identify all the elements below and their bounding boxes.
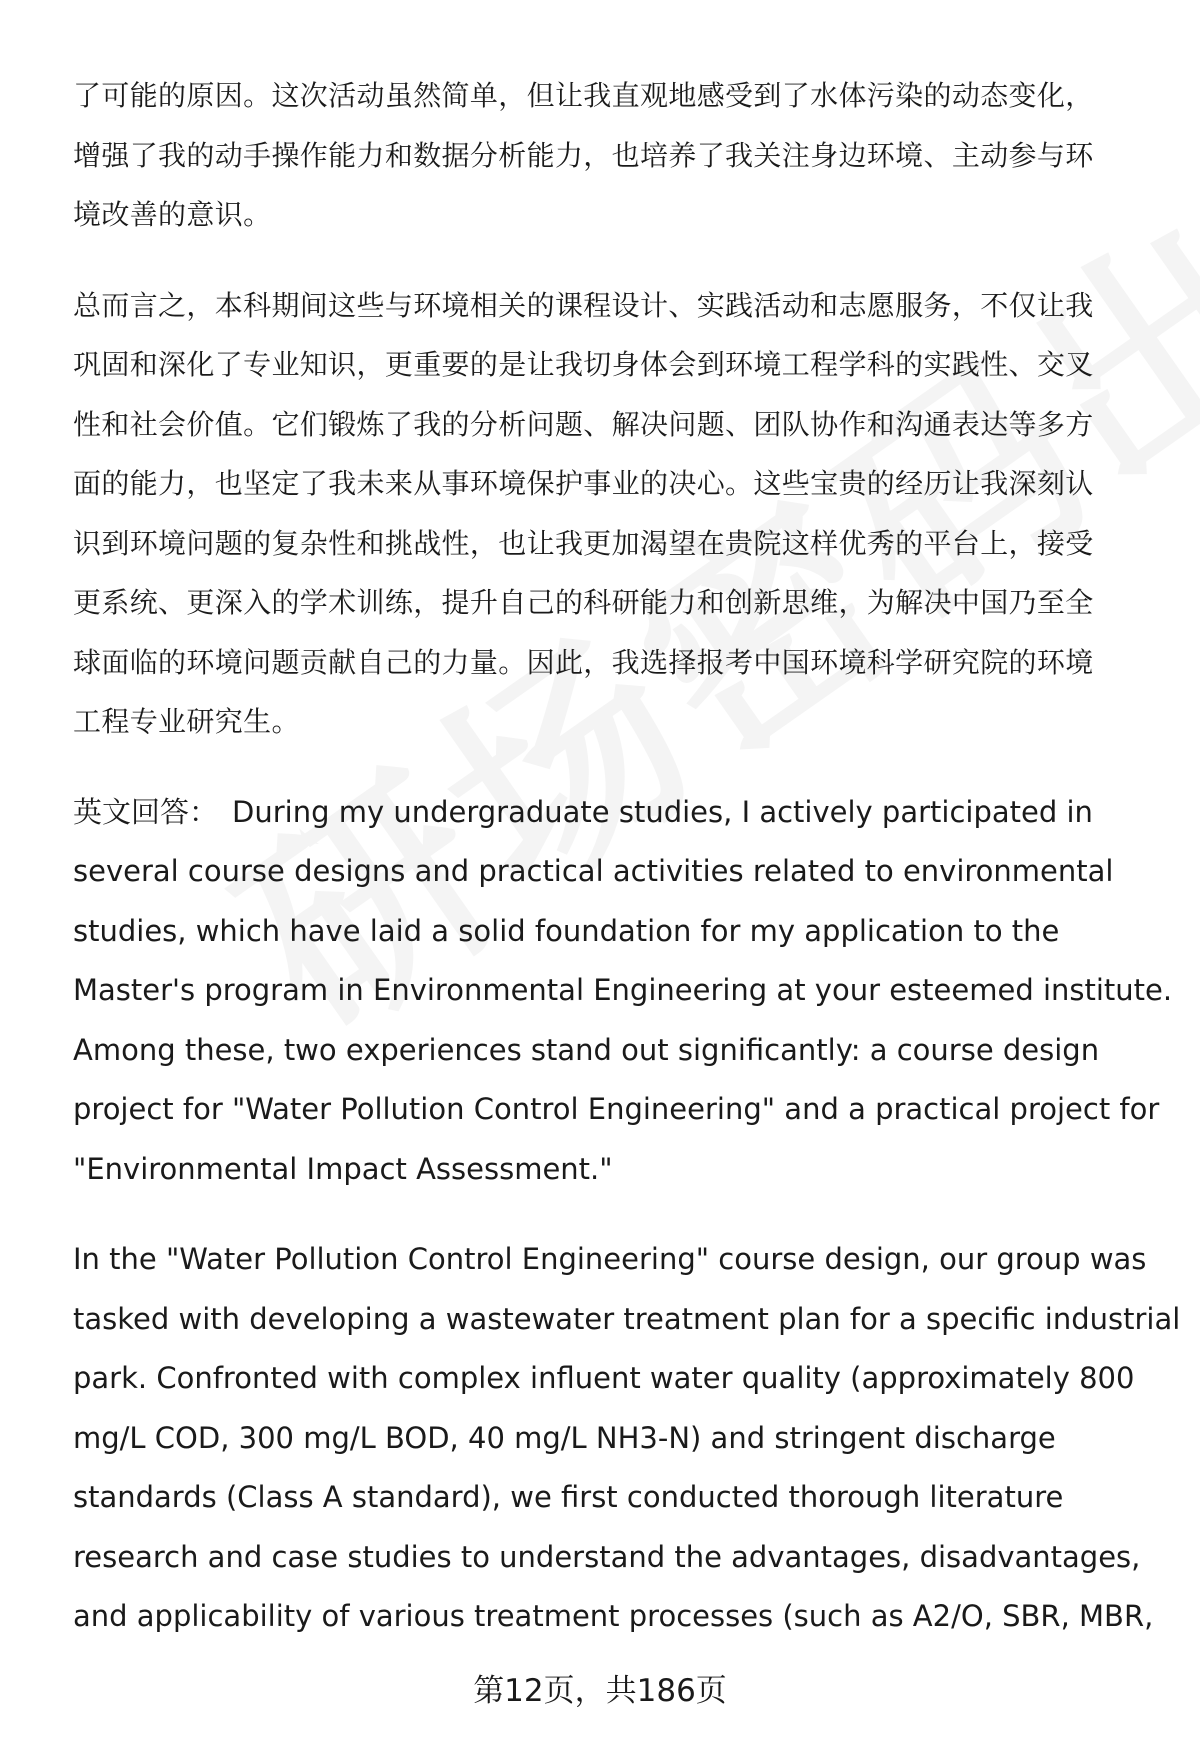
text-line: Among these, two experiences stand out significantly: a course design [73,1032,1100,1067]
text-line: 球面临的环境问题贡献自己的力量。因此，我选择报考中国环境科学研究院的环境 [73,645,1094,679]
text-line: park. Confronted with complex influent water quality (approximately 800 [73,1361,1135,1395]
text-line-content: During my undergraduate studies, I actively participated in [232,794,1093,829]
text-line: project for "Water Pollution Control Engineering" and a practical project for [73,1092,1160,1126]
text-line: 更系统、更深入的学术训练，提升自己的科研能力和创新思维，为解决中国乃至全 [73,586,1094,619]
english-answer-label: 英文回答： [73,794,219,829]
text-line: "Environmental Impact Assessment." [73,1151,613,1186]
text-line: 总而言之，本科期间这些与环境相关的课程设计、实践活动和志愿服务，不仅让我 [73,288,1094,322]
text-line: and applicability of various treatment processes (such as A2/O, SBR, MBR, [73,1599,1154,1633]
text-line: several course designs and practical activities related to environmental [73,854,1114,888]
text-line: standards (Class A standard), we first conducted thorough literature [73,1480,1064,1514]
text-line [73,783,1153,843]
text-line: 工程专业研究生。 [73,705,300,738]
text-line: 境改善的意识。 [73,198,272,231]
text-line: 了可能的原因。这次活动虽然简单，但让我直观地感受到了水体污染的动态变化， [73,79,1094,112]
page-body [73,66,1181,1678]
paragraph-water-pollution-design [73,1230,1181,1647]
text-line: 巩固和深化了专业知识，更重要的是让我切身体会到环境工程学科的实践性、交叉 [73,348,1094,381]
paragraph-activity-conclusion [73,66,1153,245]
text-line: 增强了我的动手操作能力和数据分析能力，也培养了我关注身边环境、主动参与环 [73,138,1094,172]
text-line: 面的能力，也坚定了我未来从事环境保护事业的决心。这些宝贵的经历让我深刻认 [73,467,1094,500]
paragraph-summary [73,276,1153,752]
paragraph-english-answer-intro [73,783,1173,1200]
text-line: tasked with developing a wastewater treatment plan for a specific industrial [73,1301,1181,1336]
text-line: 性和社会价值。它们锻炼了我的分析问题、解决问题、团队协作和沟通表达等多方 [73,407,1094,441]
text-line: studies, which have laid a solid foundation for my application to the [73,913,1060,948]
text-line: In the "Water Pollution Control Engineering" course design, our group was [73,1242,1147,1276]
page-number: 第12页，共186页 [473,1673,727,1709]
text-line: research and case studies to understand the advantages, disadvantages, [73,1539,1141,1574]
text-line: Master's program in Environmental Engineering at your esteemed institute. [73,973,1173,1007]
text-line: 识到环境问题的复杂性和挑战性，也让我更加渴望在贵院这样优秀的平台上，接受 [73,526,1094,560]
text-line: mg/L COD, 300 mg/L BOD, 40 mg/L NH3-N) and stringent discharge [73,1420,1056,1455]
